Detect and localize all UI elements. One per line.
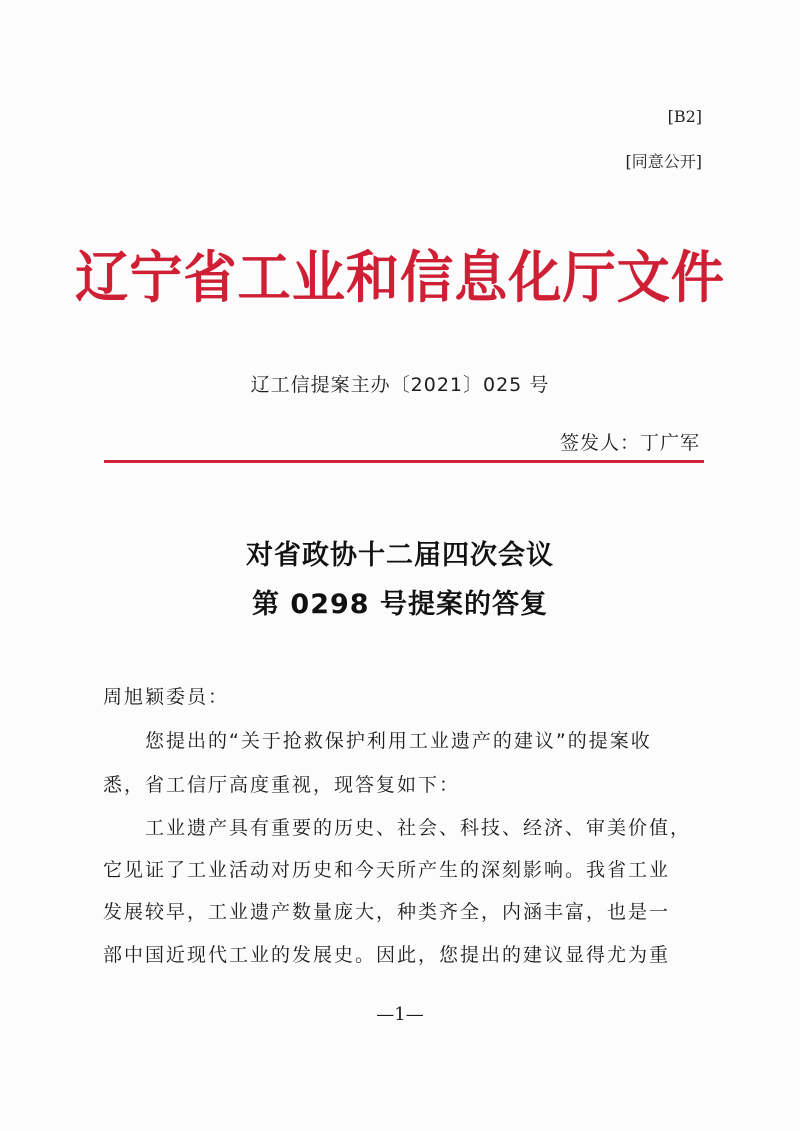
red-divider-line <box>104 460 704 463</box>
body-line: 发展较早，工业遗产数量庞大，种类齐全，内涵丰富，也是一 <box>103 901 671 923</box>
document-code: [B2] <box>667 107 702 126</box>
body-line: 工业遗产具有重要的历史、社会、科技、经济、审美价值， <box>103 817 692 839</box>
body-line: 部中国近现代工业的发展史。因此，您提出的建议显得尤为重 <box>103 944 671 966</box>
reply-title-line-2: 第 0298 号提案的答复 <box>252 589 548 620</box>
body-line: 您提出的“关于抢救保护利用工业遗产的建议”的提案收 <box>103 730 652 752</box>
reply-title-line-1: 对省政协十二届四次会议 <box>246 540 554 571</box>
salutation: 周旭颖委员： <box>103 686 230 708</box>
signer-line: 签发人：丁广军 <box>559 432 700 454</box>
document-number: 辽工信提案主办〔2021〕025 号 <box>250 374 550 396</box>
page-number: —1— <box>376 1004 424 1025</box>
body-line: 悉，省工信厅高度重视，现答复如下： <box>103 774 461 796</box>
disclosure-label: [同意公开] <box>625 152 702 171</box>
body-line: 它见证了工业活动对历史和今天所产生的深刻影响。我省工业 <box>103 859 671 881</box>
issuing-authority-title: 辽宁省工业和信息化厅文件 <box>75 246 725 311</box>
